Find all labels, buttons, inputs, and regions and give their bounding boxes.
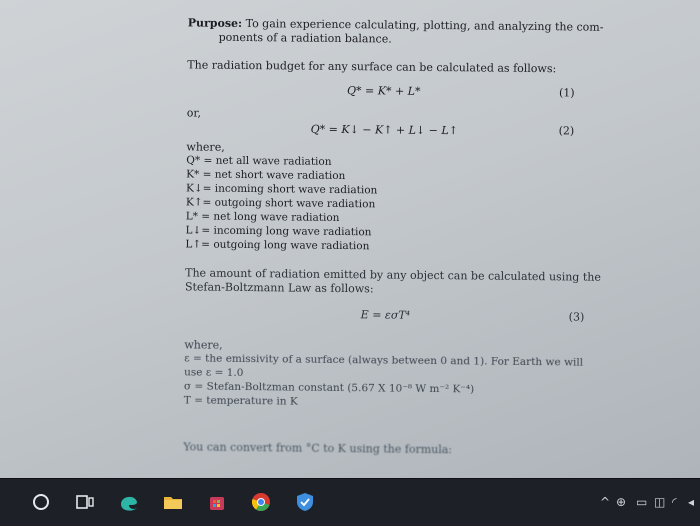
- chrome-icon[interactable]: [250, 491, 272, 513]
- definition-l-star: L* = net long wave radiation: [185, 210, 340, 224]
- definition-k-down: K↓= incoming short wave radiation: [185, 182, 378, 197]
- equation-2-number: (2): [558, 124, 575, 138]
- chevron-up-icon[interactable]: ^: [600, 495, 611, 509]
- equation-3: E = εσT⁴: [360, 308, 411, 322]
- purpose-text-1: To gain experience calculating, plotting, and analyzing the com-: [245, 17, 604, 34]
- where-label: where,: [186, 140, 225, 154]
- task-view-icon[interactable]: [74, 491, 96, 513]
- file-explorer-icon[interactable]: [162, 491, 184, 513]
- budget-intro: The radiation budget for any surface can be calculated as follows:: [187, 58, 557, 76]
- convert-text: You can convert from °C to K using the formula:: [183, 440, 453, 457]
- definition-q-star: Q* = net all wave radiation: [186, 154, 332, 168]
- definition-k-star: K* = net short wave radiation: [186, 168, 346, 183]
- edge-icon[interactable]: [118, 491, 140, 513]
- equation-1: Q* = K* + L*: [346, 84, 421, 98]
- definition-emissivity-value: use ε = 1.0: [184, 366, 244, 379]
- network-icon[interactable]: ◫: [654, 495, 666, 509]
- security-icon[interactable]: [294, 491, 316, 513]
- windows-taskbar: [0, 478, 700, 526]
- definition-sigma: σ = Stefan-Boltzman constant (5.67 X 10⁻⁸ W m⁻² K⁻⁴): [183, 380, 475, 396]
- purpose-label: Purpose:: [187, 16, 243, 30]
- where-label-2: where,: [184, 338, 223, 352]
- definition-l-down: L↓= incoming long wave radiation: [185, 224, 372, 239]
- document-page: [145, 0, 620, 478]
- definition-l-up: L↑= outgoing long wave radiation: [185, 238, 370, 253]
- stefan-intro-line-2: Stefan-Boltzmann Law as follows:: [184, 280, 374, 296]
- definition-k-up: K↑= outgoing short wave radiation: [185, 196, 376, 211]
- store-icon[interactable]: [206, 491, 228, 513]
- definition-emissivity: ε = the emissivity of a surface (always between 0 and 1). For Earth we will: [184, 352, 584, 369]
- equation-2: Q* = K↓ − K↑ + L↓ − L↑: [310, 122, 458, 138]
- equation-1-number: (1): [558, 86, 575, 100]
- wifi-icon[interactable]: ◜: [672, 495, 677, 509]
- battery-icon[interactable]: ▭: [636, 495, 648, 509]
- start-circle-icon[interactable]: [30, 491, 52, 513]
- or-label: or,: [186, 106, 202, 120]
- volume-icon[interactable]: ◂: [688, 495, 695, 509]
- purpose-line-2: ponents of a radiation balance.: [218, 30, 392, 46]
- stefan-intro-line-1: The amount of radiation emitted by any object can be calculated using the: [185, 266, 601, 284]
- equation-3-number: (3): [568, 310, 585, 324]
- language-icon[interactable]: ⊕: [616, 495, 627, 509]
- definition-temperature: T = temperature in K: [183, 394, 298, 408]
